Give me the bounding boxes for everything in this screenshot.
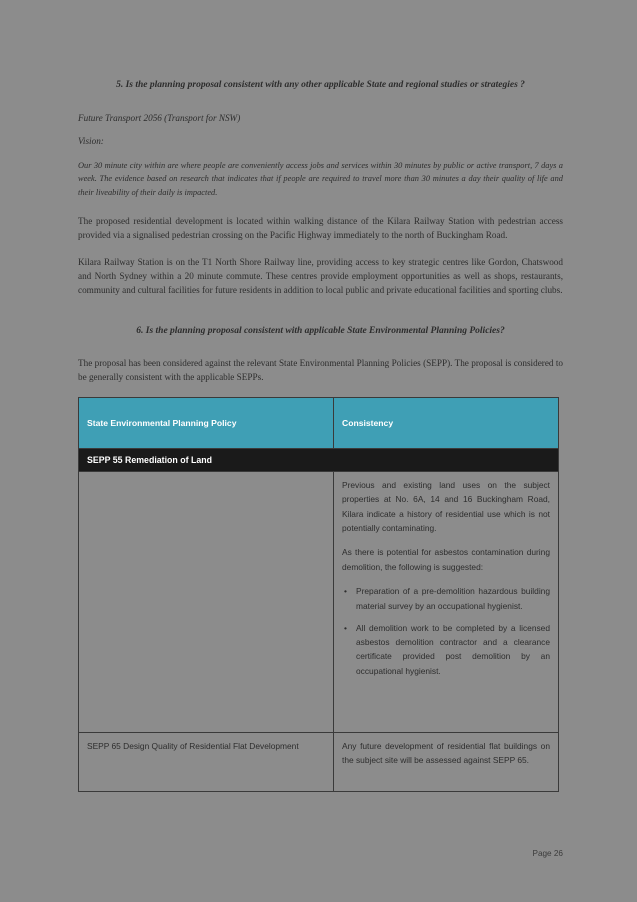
vision-quote: Our 30 minute city within are where people are conveniently access jobs and services within 30 minutes by public or active transport, 7 days a week. The evidence based on research that indicates that if people are required to travel more than 30 minutes a day their quality of life and their liveability of their daily is impacted.: [78, 160, 563, 197]
table-row: [79, 471, 559, 732]
sepp-consistency-table: [78, 397, 559, 792]
consistency-paragraph: Previous and existing land uses on the subject properties at No. 6A, 14 and 16 Buckingham Road, Kilara indicate a history of residential use which is not potentially contaminating.: [342, 479, 550, 533]
table-cell-policy: [79, 471, 334, 732]
table-cell-policy: SEPP 65 Design Quality of Residential Flat Development: [79, 732, 334, 791]
subheading-vision: Vision:: [78, 135, 104, 146]
list-item: • Preparation of a pre-demolition hazardous building material survey by an occupational hygienist.: [356, 584, 550, 613]
table-cell-consistency: [334, 732, 559, 791]
consistency-paragraph: As there is potential for asbestos contamination during demolition, the following is suggested:: [342, 547, 550, 572]
section-heading-5: 5. Is the planning proposal consistent with any other applicable State and regional studies or strategies ?: [116, 80, 525, 90]
table-header-row: [79, 397, 559, 448]
section-heading-6: 6. Is the planning proposal consistent with applicable State Environmental Planning Policies?: [136, 325, 505, 336]
table-cell-consistency: [334, 471, 559, 732]
subheading-future-transport: Future Transport 2056 (Transport for NSW): [78, 112, 241, 123]
table-section-label: SEPP 55 Remediation of Land: [79, 448, 559, 471]
paragraph-sepp-consistency: The proposal has been considered against the relevant State Environmental Planning Policies (SEPP). The proposal is considered to be generally consistent with the applicable SEPPs.: [78, 357, 563, 382]
page-footer: Page 26: [532, 849, 563, 858]
table-header-consistency: Consistency: [334, 397, 559, 448]
consistency-paragraph: Any future development of residential flat buildings on the subject site will be assessed against SEPP 65.: [342, 740, 550, 766]
paragraph-walking-distance: The proposed residential development is located within walking distance of the Kilara Railway Station with pedestrian access provided via a signalised pedestrian crossing on the Pacific Highway immediately to the north of Buckingham Road.: [78, 216, 563, 241]
table-row-section-sepp55: [79, 448, 559, 471]
table-row: [79, 732, 559, 791]
list-item: • All demolition work to be completed by a licensed asbestos demolition contractor and a clearance certificate provided post demolition by an occupational hygienist.: [356, 621, 550, 678]
consistency-bullet-list: [342, 584, 550, 678]
paragraph-rail-access: Kilara Railway Station is on the T1 North Shore Railway line, providing access to key strategic centres like Gordon, Chatswood and North Sydney within a 20 minute commute. These centres provide employment opportunities as well as shops, restaurants, community and cultural facilities for future residents in addition to local public and private educational facilities and sporting clubs.: [78, 257, 563, 295]
table-header-policy: State Environmental Planning Policy: [79, 397, 334, 448]
